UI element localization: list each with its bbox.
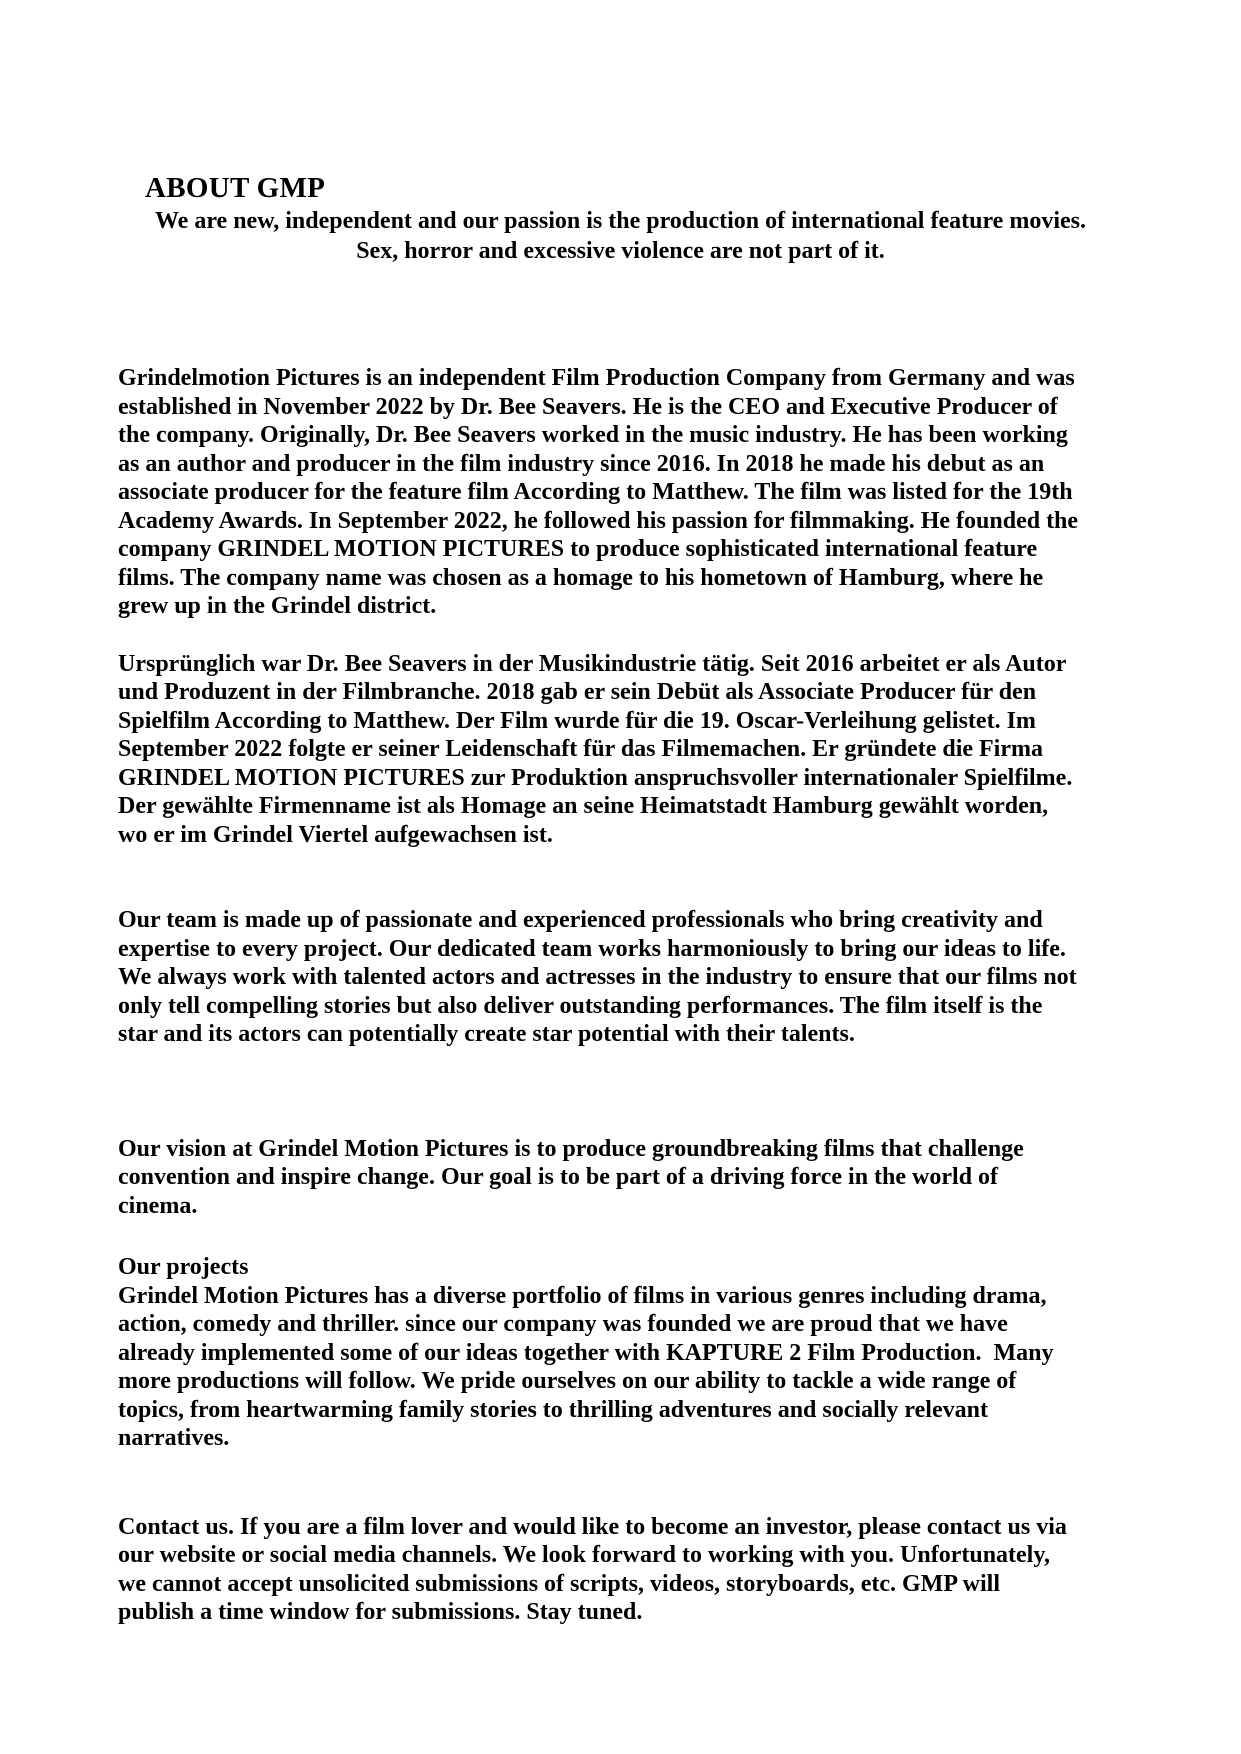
text-line: films. The company name was chosen as a homage to his hometown of Hamburg, where he — [118, 564, 1044, 591]
text-line: GRINDEL MOTION PICTURES zur Produktion anspruchsvoller internationaler Spielfilme. — [118, 764, 1073, 791]
text-line: more productions will follow. We pride ourselves on our ability to tackle a wide range of — [118, 1368, 1017, 1394]
text-line: our website or social media channels. We look forward to working with you. Unfortunately, — [118, 1542, 1051, 1568]
text-line: Der gewählte Firmenname ist als Homage an seine Heimatstadt Hamburg gewählt worden, — [118, 793, 1049, 819]
text-line: Contact us. If you are a film lover and would like to become an investor, please contact us via — [118, 1513, 1067, 1540]
section-our-projects — [118, 1253, 1123, 1453]
text-line: associate producer for the feature film According to Matthew. The film was listed for the 19th — [118, 479, 1073, 505]
text-line: company GRINDEL MOTION PICTURES to produce sophisticated international feature — [118, 536, 1038, 562]
document-subtitle — [118, 206, 1123, 266]
text-line: Academy Awards. In September 2022, he followed his passion for filmmaking. He founded the — [118, 507, 1079, 534]
subtitle-line: We are new, independent and our passion is the production of international feature movies. — [155, 208, 1086, 234]
text-line: topics, from heartwarming family stories to thrilling adventures and socially relevant — [118, 1396, 988, 1423]
section-heading-our-projects: Our projects — [118, 1254, 249, 1280]
text-line: only tell compelling stories but also deliver outstanding performances. The film itself is the — [118, 992, 1043, 1019]
text-line: established in November 2022 by Dr. Bee Seavers. He is the CEO and Executive Producer of — [118, 393, 1058, 420]
text-line: wo er im Grindel Viertel aufgewachsen ist. — [118, 821, 553, 848]
paragraph-company-intro-english — [118, 364, 1123, 621]
paragraph-our-vision — [118, 1135, 1123, 1221]
text-line: und Produzent in der Filmbranche. 2018 gab er sein Debüt als Associate Producer für den — [118, 679, 1037, 705]
page-title: ABOUT GMP — [145, 172, 326, 204]
paragraph-our-team — [118, 906, 1123, 1049]
text-line: Spielfilm According to Matthew. Der Film wurde für die 19. Oscar-Verleihung gelistet. Im — [118, 707, 1036, 734]
text-line: we cannot accept unsolicited submissions of scripts, videos, storyboards, etc. GMP will — [118, 1570, 1000, 1597]
text-line: the company. Originally, Dr. Bee Seavers worked in the music industry. He has been working — [118, 422, 1068, 448]
text-line: already implemented some of our ideas together with KAPTURE 2 Film Production. Many — [118, 1339, 1054, 1366]
text-line: action, comedy and thriller. since our company was founded we are proud that we have — [118, 1311, 1008, 1337]
text-line: We always work with talented actors and actresses in the industry to ensure that our films not — [118, 964, 1077, 990]
text-line: Our vision at Grindel Motion Pictures is to produce groundbreaking films that challenge — [118, 1135, 1024, 1162]
text-line: narratives. — [118, 1425, 230, 1451]
paragraph-company-intro-german — [118, 650, 1123, 850]
text-line: convention and inspire change. Our goal is to be part of a driving force in the world of — [118, 1164, 999, 1190]
subtitle-line: Sex, horror and excessive violence are not part of it. — [356, 238, 885, 264]
paragraph-our-projects — [118, 1282, 1123, 1453]
text-line: star and its actors can potentially create star potential with their talents. — [118, 1021, 855, 1047]
text-line: Grindelmotion Pictures is an independent Film Production Company from Germany and was — [118, 365, 1075, 391]
text-line: Grindel Motion Pictures has a diverse portfolio of films in various genres including drama, — [118, 1282, 1047, 1309]
text-line: September 2022 folgte er seiner Leidenschaft für das Filmemachen. Er gründete die Firma — [118, 736, 1043, 762]
text-line: Our team is made up of passionate and experienced professionals who bring creativity and — [118, 907, 1043, 933]
text-line: Ursprünglich war Dr. Bee Seavers in der Musikindustrie tätig. Seit 2016 arbeitet er als Autor — [118, 650, 1067, 677]
text-line: grew up in the Grindel district. — [118, 593, 437, 619]
text-line: as an author and producer in the film industry since 2016. In 2018 he made his debut as an — [118, 450, 1045, 477]
text-line: expertise to every project. Our dedicated team works harmoniously to bring our ideas to life. — [118, 935, 1066, 962]
paragraph-contact-us — [118, 1513, 1123, 1627]
text-line: publish a time window for submissions. Stay tuned. — [118, 1599, 643, 1625]
text-line: cinema. — [118, 1192, 198, 1219]
